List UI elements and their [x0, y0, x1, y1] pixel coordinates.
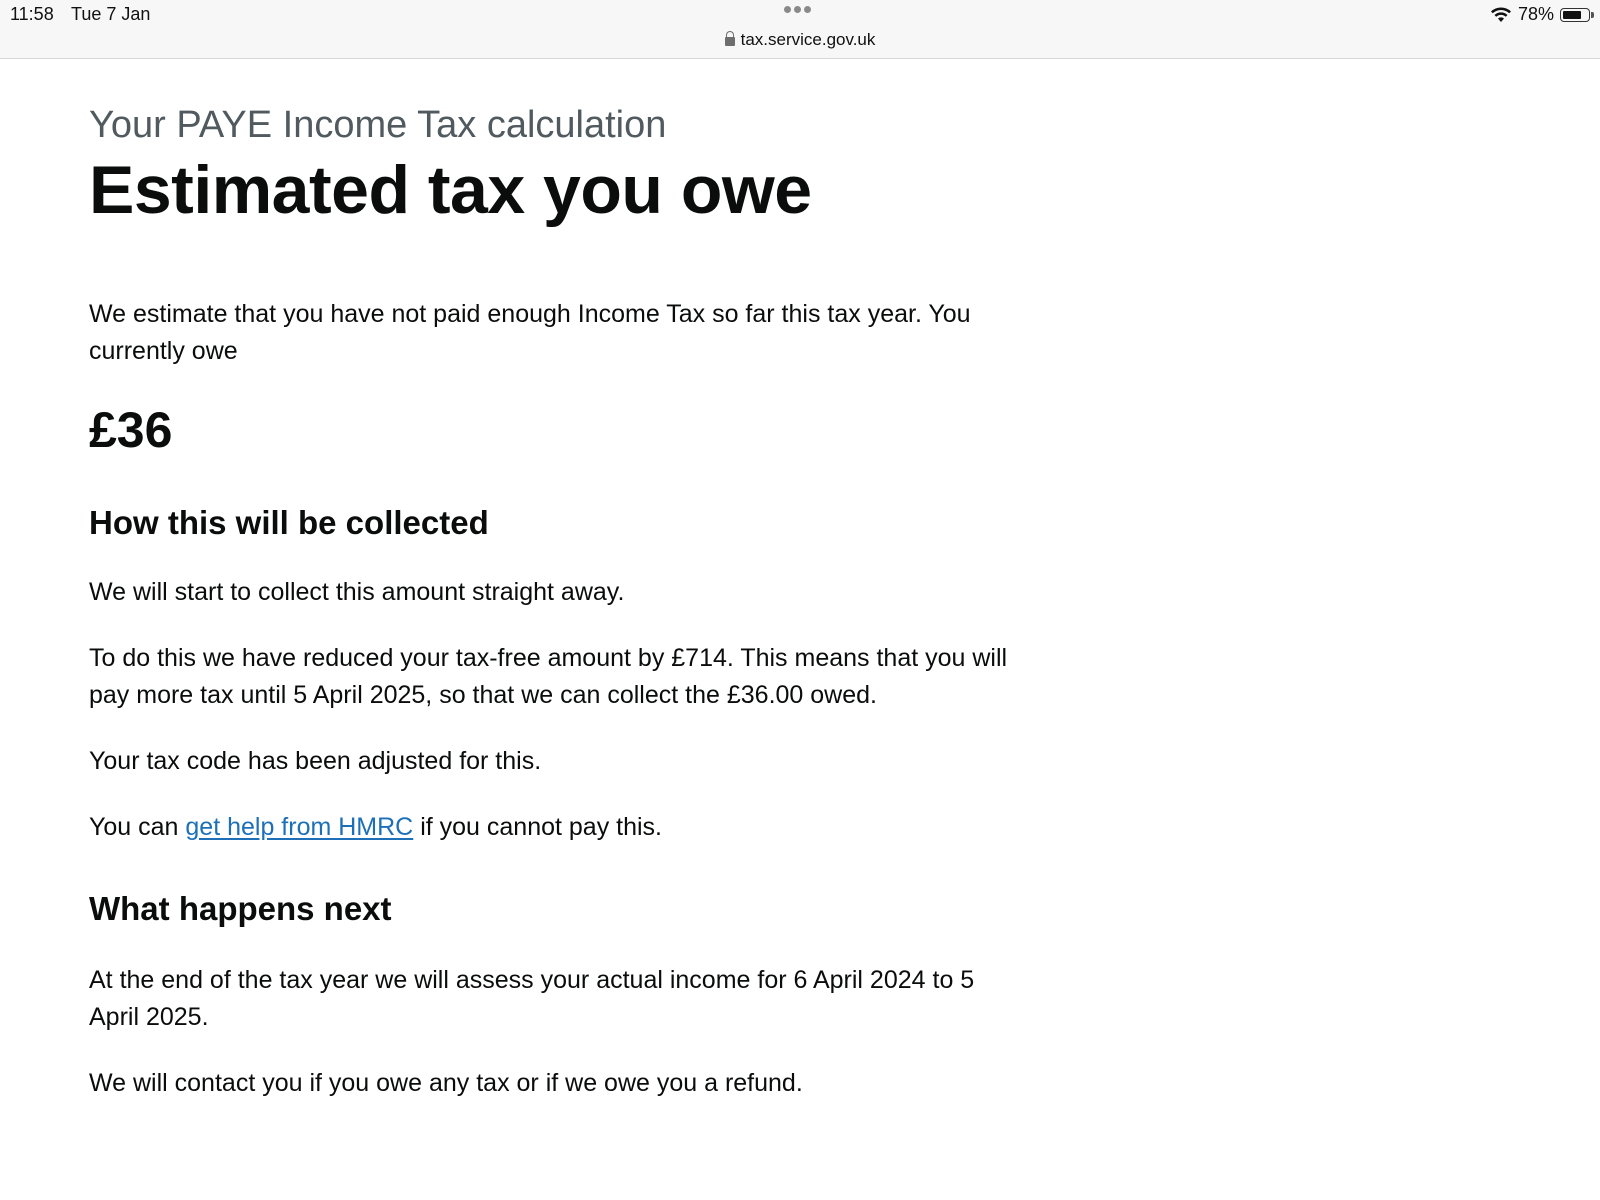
address-bar[interactable] [0, 30, 1600, 50]
get-help-link[interactable]: get help from HMRC [185, 813, 414, 841]
help-text [89, 809, 1029, 846]
collection-text-2: To do this we have reduced your tax-free amount by £714. This means that you will pay more tax until 5 April 2025, so that we can collect the £36.00 owed. [89, 644, 1008, 709]
wifi-icon [1490, 7, 1512, 23]
collection-heading: How this will be collected [89, 504, 489, 541]
status-indicators [1490, 4, 1590, 25]
battery-percent: 78% [1517, 4, 1554, 24]
intro-text: We estimate that you have not paid enough Income Tax so far this tax year. You currently owe [89, 300, 971, 365]
address-url: tax.service.gov.uk [740, 30, 876, 49]
main-content [89, 100, 1029, 1102]
status-time: 11:58 [10, 4, 54, 24]
collection-text-3: Your tax code has been adjusted for this. [89, 747, 542, 775]
lock-icon [725, 37, 735, 46]
page-title: Estimated tax you owe [89, 152, 812, 228]
status-bar [0, 0, 1600, 59]
amount-owed: £36 [89, 402, 173, 458]
more-options-icon[interactable] [784, 6, 811, 13]
next-text-1: At the end of the tax year we will assess your actual income for 6 April 2024 to 5 April 2025. [89, 966, 975, 1031]
battery-icon [1560, 8, 1590, 22]
next-heading: What happens next [89, 890, 392, 927]
help-text-before: You can [89, 813, 186, 841]
next-text-2: We will contact you if you owe any tax or if we owe you a refund. [89, 1069, 803, 1097]
collection-text-1: We will start to collect this amount straight away. [89, 578, 625, 606]
status-date: Tue 7 Jan [71, 4, 151, 24]
help-text-after: if you cannot pay this. [413, 813, 663, 841]
page-caption: Your PAYE Income Tax calculation [89, 104, 667, 146]
